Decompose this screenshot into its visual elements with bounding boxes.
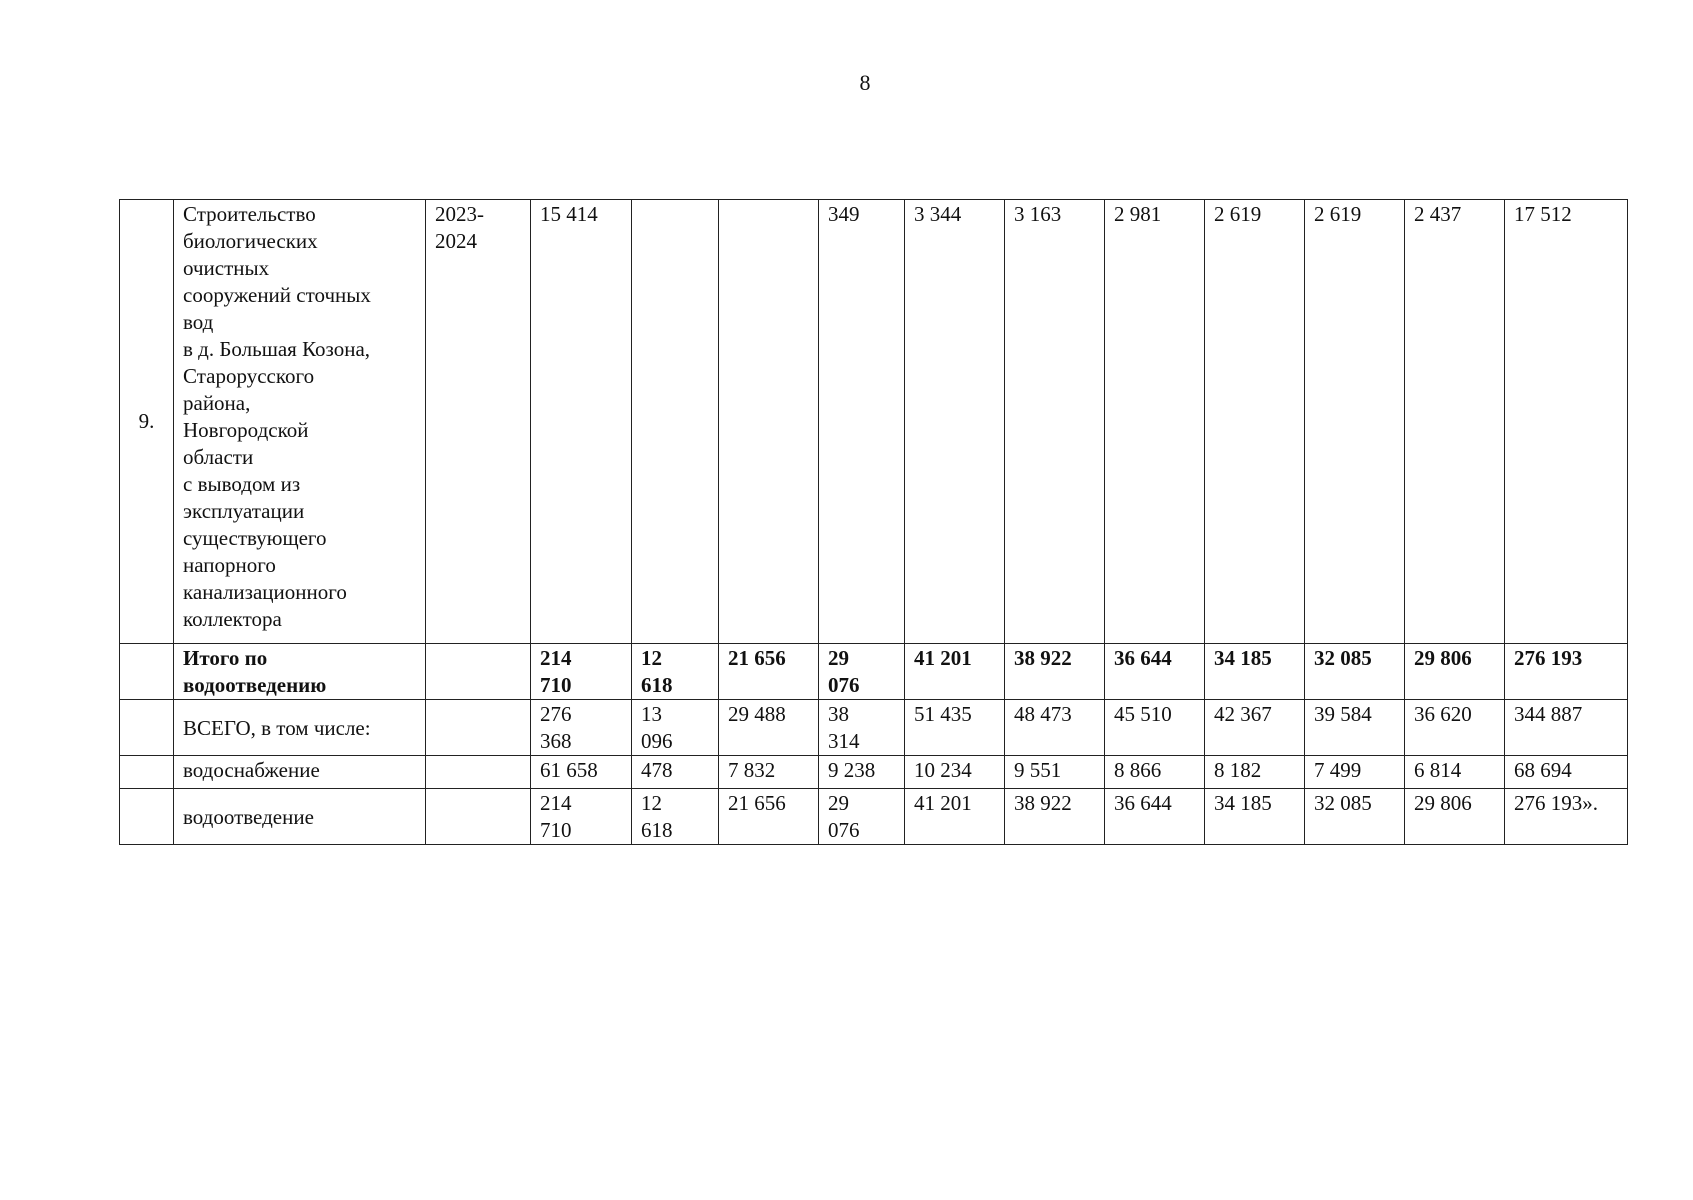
value-cell <box>819 700 905 756</box>
value-cell <box>819 644 905 700</box>
value-cell <box>905 700 1005 756</box>
name-line: водоотведение <box>183 804 314 829</box>
row-number-cell <box>120 700 174 756</box>
value: 34 185 <box>1214 791 1272 815</box>
value-cell <box>1405 789 1505 845</box>
value: 10 234 <box>914 758 972 782</box>
value-cell <box>1105 200 1205 644</box>
value-cell <box>1405 644 1505 700</box>
period-cell <box>426 756 531 789</box>
value: 7 499 <box>1314 758 1362 782</box>
name-line: вод <box>183 310 214 334</box>
value: 29 <box>828 646 849 670</box>
table-row <box>120 756 1628 789</box>
value-cell <box>905 756 1005 789</box>
name-line: очистных <box>183 256 270 280</box>
value-cell <box>1005 789 1105 845</box>
value-cell <box>1005 700 1105 756</box>
value: 8 866 <box>1114 758 1162 782</box>
value-cell <box>531 200 632 644</box>
value: 096 <box>641 729 673 753</box>
value: 29 <box>828 791 849 815</box>
page-number: 8 <box>859 70 871 95</box>
value-cell <box>1505 700 1628 756</box>
value-cell <box>1405 200 1505 644</box>
value-cell <box>531 700 632 756</box>
value-cell <box>719 756 819 789</box>
name-line: водоотведению <box>183 673 327 697</box>
value-cell <box>1505 789 1628 845</box>
investment-table <box>119 199 1628 845</box>
value: 276 <box>540 702 572 726</box>
value-cell <box>1105 756 1205 789</box>
value: 368 <box>540 729 572 753</box>
row-number-cell <box>120 200 174 644</box>
value: 2 437 <box>1414 202 1462 226</box>
name-line: Старорусского <box>183 364 315 388</box>
row-number-cell <box>120 789 174 845</box>
value-cell <box>1305 756 1405 789</box>
value-cell <box>1305 200 1405 644</box>
value: 2 619 <box>1214 202 1262 226</box>
value: 42 367 <box>1214 702 1272 726</box>
project-name-cell <box>174 789 426 845</box>
table-row <box>120 200 1628 644</box>
value: 32 085 <box>1314 791 1372 815</box>
value-cell <box>819 200 905 644</box>
value: 9 551 <box>1014 758 1062 782</box>
name-line: существующего <box>183 526 327 550</box>
value-cell <box>1205 756 1305 789</box>
value: 48 473 <box>1014 702 1072 726</box>
name-line: Строительство <box>183 202 316 226</box>
value: 12 <box>641 791 662 815</box>
value-cell <box>632 700 719 756</box>
value: 34 185 <box>1214 646 1272 670</box>
value-cell <box>1405 700 1505 756</box>
value-cell <box>1205 644 1305 700</box>
name-line: напорного <box>183 553 276 577</box>
value: 29 488 <box>728 702 786 726</box>
value-cell <box>1205 700 1305 756</box>
name-line: биологических <box>183 229 318 253</box>
value-cell <box>1205 789 1305 845</box>
value: 314 <box>828 729 860 753</box>
value-cell <box>632 756 719 789</box>
value: 349 <box>828 202 860 226</box>
value: 38 922 <box>1014 646 1072 670</box>
value-cell <box>719 200 819 644</box>
table-row <box>120 644 1628 700</box>
value-cell <box>1005 200 1105 644</box>
value-cell <box>1505 756 1628 789</box>
name-line: ВСЕГО, в том числе: <box>183 715 371 740</box>
value-cell <box>905 200 1005 644</box>
row-number: 9. <box>138 409 155 433</box>
value: 29 806 <box>1414 791 1472 815</box>
name-line: Новгородской <box>183 418 309 442</box>
value-cell <box>632 789 719 845</box>
value-cell <box>905 789 1005 845</box>
value-cell <box>1405 756 1505 789</box>
value-cell <box>1105 789 1205 845</box>
value: 618 <box>641 818 673 842</box>
value: 36 644 <box>1114 791 1172 815</box>
name-line: водоснабжение <box>183 758 320 782</box>
value-cell <box>719 644 819 700</box>
value-cell <box>531 756 632 789</box>
value: 12 <box>641 646 662 670</box>
period-cell <box>426 700 531 756</box>
value: 21 656 <box>728 646 786 670</box>
value: 618 <box>641 673 673 697</box>
value: 38 <box>828 702 849 726</box>
table-row <box>120 789 1628 845</box>
value-cell <box>905 644 1005 700</box>
value-cell <box>1305 644 1405 700</box>
value-cell <box>1005 644 1105 700</box>
value: 15 414 <box>540 202 598 226</box>
value: 9 238 <box>828 758 876 782</box>
value: 51 435 <box>914 702 972 726</box>
value-cell <box>1305 789 1405 845</box>
value: 076 <box>828 673 860 697</box>
value: 29 806 <box>1414 646 1472 670</box>
value-cell <box>531 644 632 700</box>
value: 8 182 <box>1214 758 1262 782</box>
value-cell <box>1505 644 1628 700</box>
value-cell <box>1005 756 1105 789</box>
value: 36 644 <box>1114 646 1172 670</box>
value-cell <box>531 789 632 845</box>
value-cell <box>819 756 905 789</box>
name-line: коллектора <box>183 607 282 631</box>
value: 68 694 <box>1514 758 1572 782</box>
value-cell <box>1105 700 1205 756</box>
value: 276 193 <box>1514 646 1583 670</box>
name-line: Итого по <box>183 646 268 670</box>
name-line: района, <box>183 391 251 415</box>
project-name-cell <box>174 700 426 756</box>
value: 45 510 <box>1114 702 1172 726</box>
value: 344 887 <box>1514 702 1583 726</box>
value-cell <box>819 789 905 845</box>
value: 36 620 <box>1414 702 1472 726</box>
value: 41 201 <box>914 646 972 670</box>
name-line: в д. Большая Козона, <box>183 337 371 361</box>
value: 710 <box>540 818 572 842</box>
value: 710 <box>540 673 572 697</box>
value: 3 344 <box>914 202 962 226</box>
value: 7 832 <box>728 758 776 782</box>
value: 21 656 <box>728 791 786 815</box>
name-line: с выводом из <box>183 472 301 496</box>
value: 2 619 <box>1314 202 1362 226</box>
name-line: области <box>183 445 254 469</box>
value: 17 512 <box>1514 202 1572 226</box>
table-row <box>120 700 1628 756</box>
value: 2 981 <box>1114 202 1162 226</box>
value: 478 <box>641 758 673 782</box>
value: 3 163 <box>1014 202 1062 226</box>
project-name-cell <box>174 200 426 644</box>
value: 32 085 <box>1314 646 1372 670</box>
value: 61 658 <box>540 758 598 782</box>
value: 41 201 <box>914 791 972 815</box>
value: 276 193». <box>1514 791 1598 815</box>
name-line: канализационного <box>183 580 347 604</box>
value: 214 <box>540 791 572 815</box>
value-cell <box>1105 644 1205 700</box>
value: 38 922 <box>1014 791 1072 815</box>
value-cell <box>632 644 719 700</box>
value-cell <box>719 700 819 756</box>
row-number-cell <box>120 644 174 700</box>
value: 13 <box>641 702 662 726</box>
period-line: 2024 <box>435 229 477 253</box>
value: 6 814 <box>1414 758 1462 782</box>
value-cell <box>632 200 719 644</box>
value: 214 <box>540 646 572 670</box>
value: 076 <box>828 818 860 842</box>
period-cell <box>426 200 531 644</box>
value-cell <box>1305 700 1405 756</box>
value-cell <box>1505 200 1628 644</box>
project-name-cell <box>174 756 426 789</box>
row-number-cell <box>120 756 174 789</box>
period-cell <box>426 789 531 845</box>
value-cell <box>1205 200 1305 644</box>
period-cell <box>426 644 531 700</box>
project-name-cell <box>174 644 426 700</box>
value: 39 584 <box>1314 702 1372 726</box>
period-line: 2023- <box>435 202 484 226</box>
name-line: сооружений сточных <box>183 283 371 307</box>
name-line: эксплуатации <box>183 499 305 523</box>
value-cell <box>719 789 819 845</box>
